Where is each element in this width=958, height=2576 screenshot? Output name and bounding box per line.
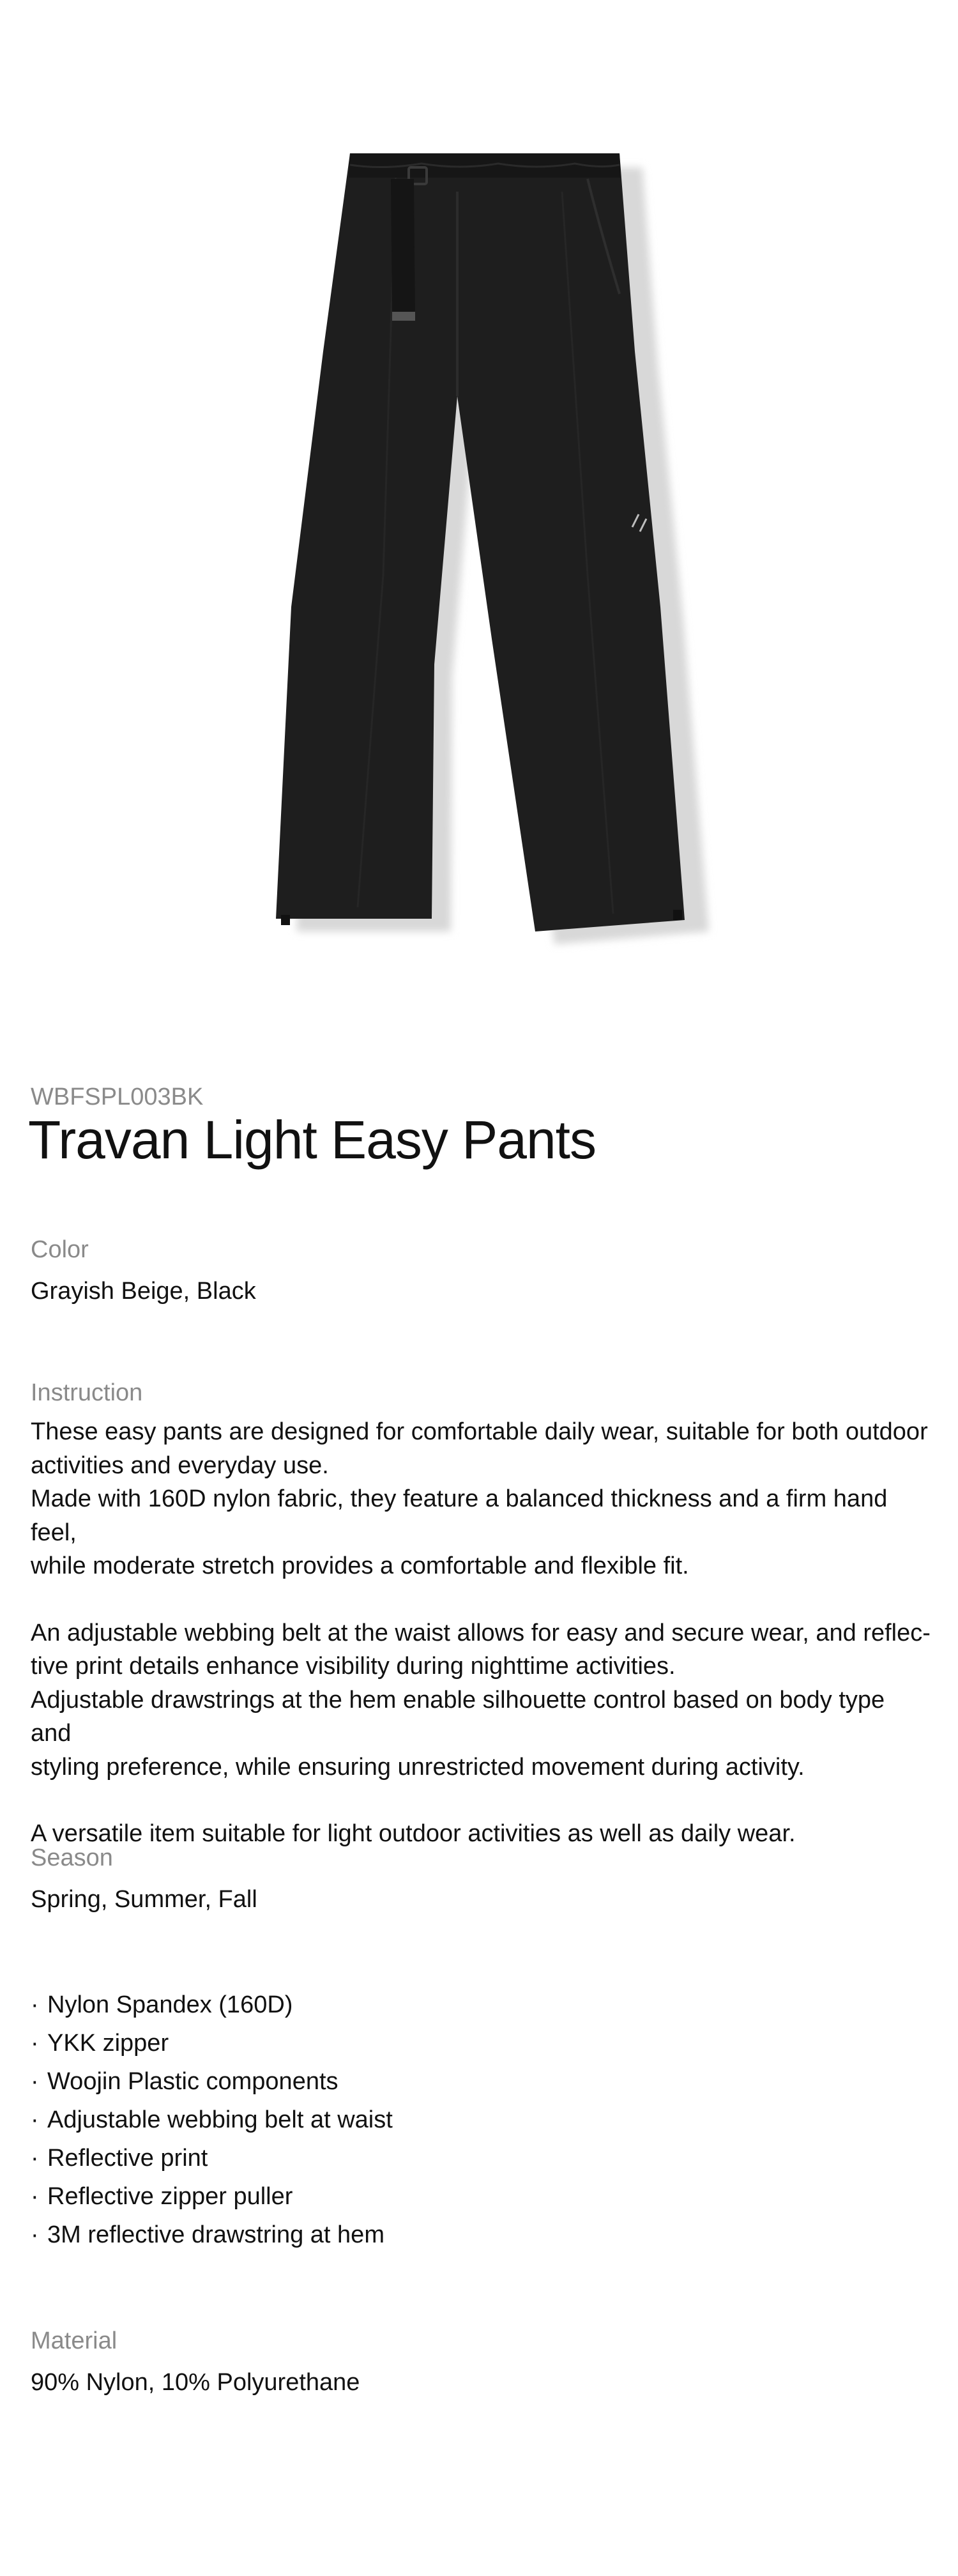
instruction-line: Made with 160D nylon fabric, they feature a balanced thickness and a firm hand feel, bbox=[31, 1485, 888, 1546]
material-section bbox=[31, 2326, 931, 2399]
feature-list bbox=[31, 1986, 393, 2254]
bullet: · bbox=[31, 2221, 39, 2248]
feature-item bbox=[31, 2216, 393, 2254]
bullet: · bbox=[31, 1991, 39, 2018]
paragraph-gap bbox=[31, 1583, 931, 1616]
material-value: 90% Nylon, 10% Polyurethane bbox=[31, 2369, 360, 2396]
feature-text: Reflective zipper puller bbox=[47, 2183, 293, 2210]
product-sku: WBFSPL003BK bbox=[31, 1084, 204, 1110]
product-title: Travan Light Easy Pants bbox=[28, 1110, 597, 1170]
instruction-label: Instruction bbox=[31, 1379, 143, 1406]
instruction-text bbox=[31, 1415, 931, 1851]
feature-item bbox=[31, 2139, 393, 2177]
bullet: · bbox=[31, 2030, 39, 2057]
season-label: Season bbox=[31, 1844, 113, 1871]
instruction-line: activities and everyday use. bbox=[31, 1452, 329, 1479]
instruction-line: tive print details enhance visibility during nighttime activities. bbox=[31, 1653, 676, 1680]
feature-text: Nylon Spandex (160D) bbox=[47, 1991, 293, 2018]
season-value: Spring, Summer, Fall bbox=[31, 1886, 257, 1913]
feature-item bbox=[31, 2177, 393, 2216]
instruction-section bbox=[31, 1377, 931, 1851]
feature-text: Adjustable webbing belt at waist bbox=[47, 2106, 393, 2133]
feature-text: YKK zipper bbox=[47, 2030, 169, 2057]
feature-text: Reflective print bbox=[47, 2145, 208, 2172]
color-value: Grayish Beige, Black bbox=[31, 1278, 256, 1305]
feature-item bbox=[31, 1986, 393, 2024]
material-label: Material bbox=[31, 2327, 118, 2354]
instruction-line: styling preference, while ensuring unrestricted movement during activity. bbox=[31, 1753, 805, 1781]
instruction-line: while moderate stretch provides a comfortable and flexible fit. bbox=[31, 1552, 689, 1580]
feature-text: 3M reflective drawstring at hem bbox=[47, 2221, 384, 2248]
bullet: · bbox=[31, 2183, 39, 2210]
color-section bbox=[31, 1234, 931, 1308]
feature-item bbox=[31, 2101, 393, 2139]
instruction-line: Adjustable drawstrings at the hem enable silhouette control based on body type and bbox=[31, 1686, 885, 1747]
feature-item bbox=[31, 2062, 393, 2101]
bullet: · bbox=[31, 2106, 39, 2133]
feature-item bbox=[31, 2024, 393, 2062]
bullet: · bbox=[31, 2068, 39, 2095]
color-label: Color bbox=[31, 1236, 89, 1263]
instruction-line: These easy pants are designed for comfortable daily wear, suitable for both outdoor bbox=[31, 1418, 928, 1446]
instruction-line: A versatile item suitable for light outdoor activities as well as daily wear. bbox=[31, 1820, 796, 1848]
season-section bbox=[31, 1843, 931, 1916]
paragraph-gap bbox=[31, 1784, 931, 1817]
instruction-line: An adjustable webbing belt at the waist allows for easy and secure wear, and reflec- bbox=[31, 1619, 931, 1646]
bullet: · bbox=[31, 2145, 39, 2172]
feature-text: Woojin Plastic components bbox=[47, 2068, 338, 2095]
product-image bbox=[0, 0, 958, 997]
